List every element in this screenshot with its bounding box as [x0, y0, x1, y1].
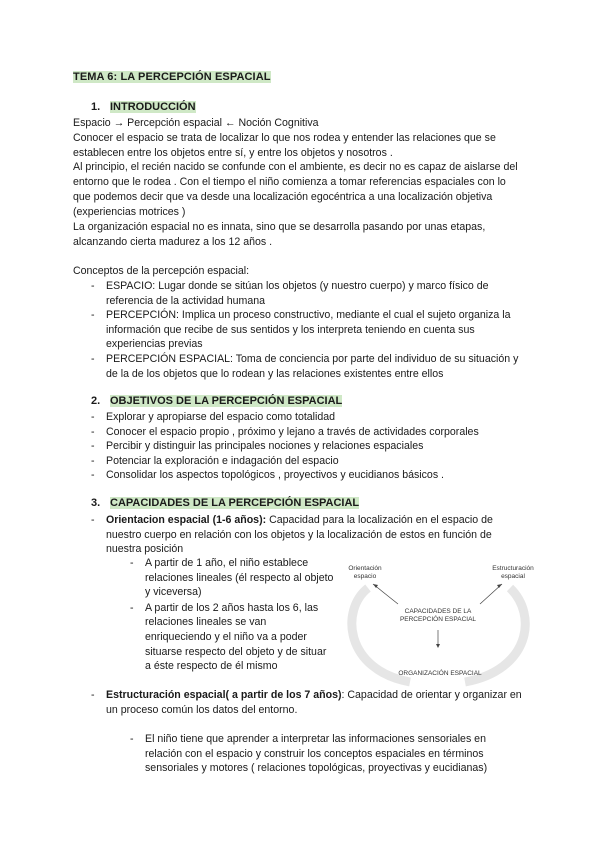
cycle-arc-right	[465, 588, 525, 682]
diagram-bottom-label: ORGANIZACIÓN ESPACIAL	[398, 670, 482, 677]
intro-paragraph-3: La organización espacial no es innata, sino que se desarrolla pasando por unas etapas, alcanzando cierta madurez a los 12 años .	[73, 221, 486, 248]
orientation-entry	[91, 513, 523, 557]
section-1-number: 1.	[91, 101, 101, 113]
objective-item: - Consolidar los aspectos topológicos , proyectivos y eucidianos básicos .	[91, 468, 523, 483]
orientation-sublist	[130, 556, 335, 674]
diagram-center-label: CAPACIDADES DE LA PERCEPCIÓN ESPACIAL	[399, 608, 477, 623]
orientation-text: Capacidad para la localización en el espacio de nuestro cuerpo en relación con los objetos y la localización de estos en función de nuestra posición	[106, 514, 493, 556]
concepts-list	[91, 279, 523, 381]
section-2-number: 2.	[91, 395, 101, 407]
arrow-to-orientation	[373, 584, 398, 604]
section-2-heading	[91, 395, 342, 407]
orientation-sub-item: - A partir de 1 año, el niño establece relaciones lineales (él respecto al objeto y viceversa)	[130, 556, 335, 600]
page-title-text: TEMA 6: LA PERCEPCIÓN ESPACIAL	[73, 71, 271, 83]
objective-item: - Percibir y distinguir las principales nociones y relaciones espaciales	[91, 439, 523, 454]
structuring-title: Estructuración espacial( a partir de los 7 años)	[106, 689, 342, 701]
intro-chain: Espacio → Percepción espacial ← Noción Cognitiva	[73, 117, 319, 129]
orientation-sub-item: - A partir de los 2 años hasta los 6, las relaciones lineales se van enriqueciendo y el niño va a poder situarse respecto del objeto y de situar a éste respecto de él mismo	[130, 601, 335, 674]
arrowhead-down-icon	[436, 644, 440, 648]
concept-percepcion: - PERCEPCIÓN: Implica un proceso constructivo, mediante el cual el sujeto organiza la información que recibe de sus sentidos y los interpreta teniendo en cuenta sus experiencias previas	[91, 308, 523, 352]
structuring-item	[91, 688, 523, 717]
objective-item: - Potenciar la exploración e indagación del espacio	[91, 454, 523, 469]
section-1-heading	[91, 101, 196, 113]
diagram-orientation-label: Orientación espacio	[348, 565, 382, 580]
concepts-intro: Conceptos de la percepción espacial:	[73, 265, 250, 277]
section-1-title: INTRODUCCIÓN	[110, 101, 196, 113]
diagram-structuring-label: Estructuración espacial	[492, 565, 534, 580]
orientation-title: Orientacion espacial (1-6 años):	[106, 514, 267, 526]
structuring-sublist	[130, 732, 515, 776]
capacities-diagram	[340, 560, 535, 690]
section-2-title: OBJETIVOS DE LA PERCEPCIÓN ESPACIAL	[110, 395, 343, 407]
orientation-item	[91, 513, 523, 557]
intro-paragraph-2: Al principio, el recién nacido se confunde con el ambiente, es decir no es capaz de aislarse del entorno que le rodea . Con el tiempo el niño comienza a tomar referencias espaciales con lo que podemos decir que va desde una localización egocéntrica a una localización objetiva (experiencias motrices )	[73, 161, 518, 218]
section-3-number: 3.	[91, 497, 101, 509]
section-3-title: CAPACIDADES DE LA PERCEPCIÓN ESPACIAL	[110, 497, 360, 509]
objectives-list	[91, 410, 523, 483]
structuring-sub-item: - El niño tiene que aprender a interpretar las informaciones sensoriales en relación con el espacio y construir los conceptos espaciales en términos sensoriales y motores ( relaciones topológicas, proyectivas y eucidianas)	[130, 732, 515, 776]
concept-espacio: - ESPACIO: Lugar donde se sitúan los objetos (y nuestro cuerpo) y marco físico de referencia de la actividad humana	[91, 279, 523, 308]
page-title	[73, 71, 271, 83]
intro-paragraph-1: Conocer el espacio se trata de localizar lo que nos rodea y entender las relaciones que se establecen entre los objetos entre sí, y entre los objetos y nosotros .	[73, 132, 496, 159]
section-3-heading	[91, 497, 359, 509]
concept-percepcion-espacial: - PERCEPCIÓN ESPACIAL: Toma de conciencia por parte del individuo de su situación y de la de los objetos que lo rodean y las relaciones existentes entre ellos	[91, 352, 523, 381]
objective-item: - Explorar y apropiarse del espacio como totalidad	[91, 410, 523, 425]
cycle-arc-left	[352, 588, 410, 682]
structuring-entry	[91, 688, 523, 717]
objective-item: - Conocer el espacio propio , próximo y lejano a través de actividades corporales	[91, 425, 523, 440]
structuring-text: : Capacidad de orientar y organizar en un proceso común los datos del entorno.	[106, 689, 522, 716]
